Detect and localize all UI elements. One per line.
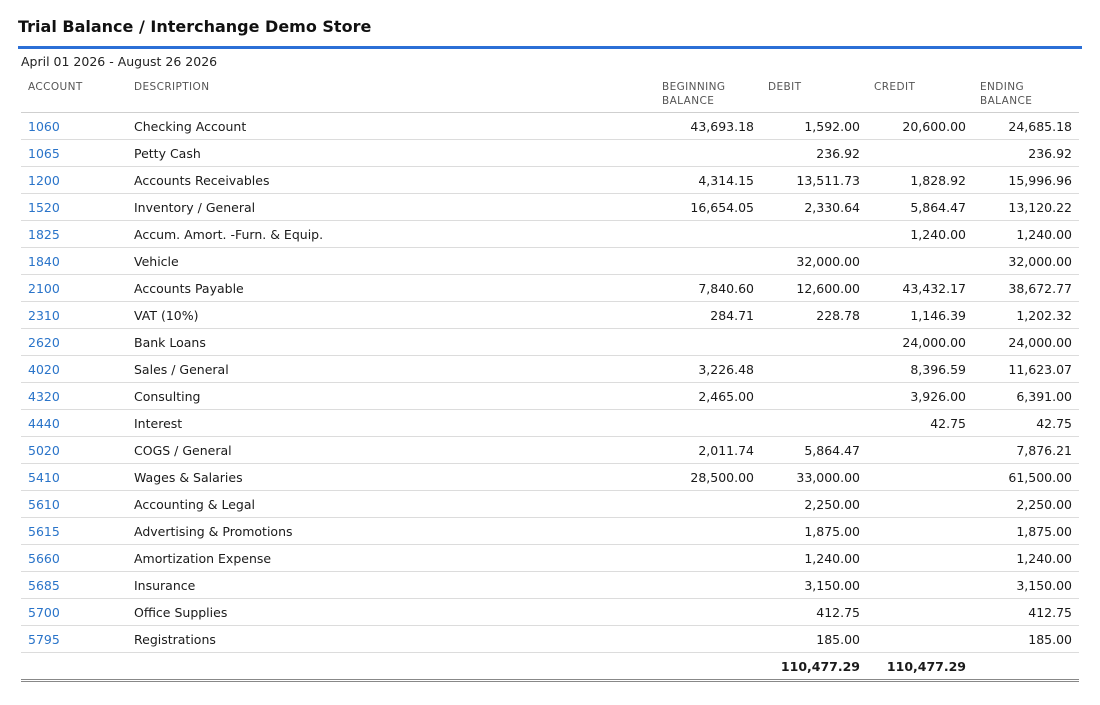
account-cell (21, 518, 127, 545)
account-cell (21, 626, 127, 653)
account-cell (21, 491, 127, 518)
beginning-balance-cell: 7,840.60 (655, 275, 761, 302)
ending-balance-cell: 61,500.00 (973, 464, 1079, 491)
credit-cell (867, 248, 973, 275)
credit-cell: 1,240.00 (867, 221, 973, 248)
credit-cell (867, 545, 973, 572)
beginning-balance-cell: 2,465.00 (655, 383, 761, 410)
account-number-link[interactable]: 1840 (28, 253, 60, 269)
ending-balance-cell: 6,391.00 (973, 383, 1079, 410)
ending-balance-cell: 24,000.00 (973, 329, 1079, 356)
total-credit: 110,477.29 (867, 653, 973, 681)
description-cell: Advertising & Promotions (127, 518, 655, 545)
beginning-balance-cell (655, 518, 761, 545)
totals-ending-cell (973, 653, 1079, 681)
totals-description-cell (127, 653, 655, 681)
description-cell: Office Supplies (127, 599, 655, 626)
table-row (21, 518, 1079, 545)
table-row (21, 221, 1079, 248)
account-number-link[interactable]: 4020 (28, 361, 60, 377)
account-number-link[interactable]: 2100 (28, 280, 60, 296)
table-row (21, 410, 1079, 437)
debit-cell: 228.78 (761, 302, 867, 329)
account-cell (21, 410, 127, 437)
description-cell: Registrations (127, 626, 655, 653)
table-row (21, 545, 1079, 572)
account-cell (21, 545, 127, 572)
ending-balance-cell: 11,623.07 (973, 356, 1079, 383)
account-number-link[interactable]: 1520 (28, 199, 60, 215)
account-cell (21, 167, 127, 194)
ending-balance-cell: 2,250.00 (973, 491, 1079, 518)
debit-cell: 13,511.73 (761, 167, 867, 194)
account-number-link[interactable]: 4320 (28, 388, 60, 404)
column-header-beginning-balance: BEGINNING BALANCE (655, 77, 761, 113)
credit-cell: 8,396.59 (867, 356, 973, 383)
column-header-description: DESCRIPTION (127, 77, 655, 113)
account-number-link[interactable]: 2620 (28, 334, 60, 350)
table-row (21, 464, 1079, 491)
table-row (21, 194, 1079, 221)
ending-balance-cell: 1,875.00 (973, 518, 1079, 545)
beginning-balance-cell: 4,314.15 (655, 167, 761, 194)
ending-balance-cell: 3,150.00 (973, 572, 1079, 599)
debit-cell: 12,600.00 (761, 275, 867, 302)
report-title: Trial Balance / Interchange Demo Store (18, 17, 372, 36)
account-number-link[interactable]: 1060 (28, 118, 60, 134)
credit-cell (867, 626, 973, 653)
ending-balance-cell: 185.00 (973, 626, 1079, 653)
debit-cell: 412.75 (761, 599, 867, 626)
table-row (21, 248, 1079, 275)
credit-cell: 1,828.92 (867, 167, 973, 194)
table-row (21, 329, 1079, 356)
account-cell (21, 356, 127, 383)
totals-beginning-cell (655, 653, 761, 681)
description-cell: Consulting (127, 383, 655, 410)
report-header (18, 16, 1082, 49)
description-cell: Amortization Expense (127, 545, 655, 572)
table-header-row (21, 77, 1079, 113)
description-cell: Insurance (127, 572, 655, 599)
account-number-link[interactable]: 5410 (28, 469, 60, 485)
account-number-link[interactable]: 2310 (28, 307, 60, 323)
description-cell: Checking Account (127, 113, 655, 140)
debit-cell (761, 383, 867, 410)
description-cell: VAT (10%) (127, 302, 655, 329)
debit-cell: 1,875.00 (761, 518, 867, 545)
account-number-link[interactable]: 5020 (28, 442, 60, 458)
debit-cell (761, 221, 867, 248)
ending-balance-cell: 38,672.77 (973, 275, 1079, 302)
description-cell: Wages & Salaries (127, 464, 655, 491)
beginning-balance-cell: 16,654.05 (655, 194, 761, 221)
account-number-link[interactable]: 5700 (28, 604, 60, 620)
account-cell (21, 599, 127, 626)
account-cell (21, 275, 127, 302)
ending-balance-cell: 15,996.96 (973, 167, 1079, 194)
table-body (21, 113, 1079, 653)
credit-cell (867, 140, 973, 167)
description-cell: Sales / General (127, 356, 655, 383)
beginning-balance-cell: 284.71 (655, 302, 761, 329)
account-cell (21, 464, 127, 491)
beginning-balance-cell: 43,693.18 (655, 113, 761, 140)
debit-cell: 236.92 (761, 140, 867, 167)
credit-cell: 5,864.47 (867, 194, 973, 221)
debit-cell (761, 329, 867, 356)
trial-balance-table (21, 77, 1079, 682)
account-number-link[interactable]: 5685 (28, 577, 60, 593)
table-row (21, 356, 1079, 383)
table-row (21, 491, 1079, 518)
table-row (21, 383, 1079, 410)
account-cell (21, 194, 127, 221)
credit-cell: 1,146.39 (867, 302, 973, 329)
debit-cell: 185.00 (761, 626, 867, 653)
debit-cell: 5,864.47 (761, 437, 867, 464)
account-cell (21, 140, 127, 167)
account-number-link[interactable]: 4440 (28, 415, 60, 431)
table-row (21, 140, 1079, 167)
beginning-balance-cell: 28,500.00 (655, 464, 761, 491)
ending-balance-cell: 1,202.32 (973, 302, 1079, 329)
description-cell: Vehicle (127, 248, 655, 275)
table-row (21, 626, 1079, 653)
description-cell: Accum. Amort. -Furn. & Equip. (127, 221, 655, 248)
credit-cell: 20,600.00 (867, 113, 973, 140)
account-number-link[interactable]: 5610 (28, 496, 60, 512)
credit-cell (867, 599, 973, 626)
beginning-balance-cell (655, 248, 761, 275)
account-number-link[interactable]: 1065 (28, 145, 60, 161)
debit-cell: 2,250.00 (761, 491, 867, 518)
debit-cell: 33,000.00 (761, 464, 867, 491)
ending-balance-cell: 13,120.22 (973, 194, 1079, 221)
ending-balance-cell: 1,240.00 (973, 545, 1079, 572)
beginning-balance-cell (655, 221, 761, 248)
ending-balance-cell: 7,876.21 (973, 437, 1079, 464)
credit-cell (867, 518, 973, 545)
account-number-link[interactable]: 1200 (28, 172, 60, 188)
credit-cell (867, 437, 973, 464)
table-row (21, 113, 1079, 140)
beginning-balance-cell (655, 626, 761, 653)
debit-cell (761, 410, 867, 437)
totals-account-cell (21, 653, 127, 681)
description-cell: Inventory / General (127, 194, 655, 221)
totals-row (21, 653, 1079, 681)
debit-cell: 3,150.00 (761, 572, 867, 599)
beginning-balance-cell (655, 329, 761, 356)
credit-cell: 24,000.00 (867, 329, 973, 356)
account-number-link[interactable]: 1825 (28, 226, 60, 242)
credit-cell: 43,432.17 (867, 275, 973, 302)
beginning-balance-cell (655, 599, 761, 626)
account-cell (21, 248, 127, 275)
description-cell: Interest (127, 410, 655, 437)
credit-cell (867, 572, 973, 599)
table-row (21, 572, 1079, 599)
account-cell (21, 302, 127, 329)
debit-cell: 1,240.00 (761, 545, 867, 572)
beginning-balance-cell (655, 140, 761, 167)
debit-cell: 2,330.64 (761, 194, 867, 221)
ending-balance-cell: 24,685.18 (973, 113, 1079, 140)
ending-balance-cell: 412.75 (973, 599, 1079, 626)
account-cell (21, 572, 127, 599)
description-cell: Accounts Payable (127, 275, 655, 302)
account-cell (21, 437, 127, 464)
account-cell (21, 383, 127, 410)
table-row (21, 599, 1079, 626)
table-row (21, 275, 1079, 302)
table-row (21, 167, 1079, 194)
beginning-balance-cell: 3,226.48 (655, 356, 761, 383)
description-cell: COGS / General (127, 437, 655, 464)
column-header-debit: DEBIT (761, 77, 867, 113)
column-header-account: ACCOUNT (21, 77, 127, 113)
credit-cell (867, 491, 973, 518)
beginning-balance-cell (655, 545, 761, 572)
credit-cell: 42.75 (867, 410, 973, 437)
account-cell (21, 113, 127, 140)
description-cell: Bank Loans (127, 329, 655, 356)
description-cell: Petty Cash (127, 140, 655, 167)
account-number-link[interactable]: 5795 (28, 631, 60, 647)
beginning-balance-cell (655, 410, 761, 437)
table-row (21, 437, 1079, 464)
account-number-link[interactable]: 5615 (28, 523, 60, 539)
table-row (21, 302, 1079, 329)
debit-cell: 32,000.00 (761, 248, 867, 275)
account-cell (21, 221, 127, 248)
account-cell (21, 329, 127, 356)
beginning-balance-cell (655, 491, 761, 518)
credit-cell (867, 464, 973, 491)
debit-cell (761, 356, 867, 383)
description-cell: Accounting & Legal (127, 491, 655, 518)
total-debit: 110,477.29 (761, 653, 867, 681)
ending-balance-cell: 32,000.00 (973, 248, 1079, 275)
ending-balance-cell: 1,240.00 (973, 221, 1079, 248)
beginning-balance-cell (655, 572, 761, 599)
description-cell: Accounts Receivables (127, 167, 655, 194)
column-header-ending-balance: ENDING BALANCE (973, 77, 1079, 113)
beginning-balance-cell: 2,011.74 (655, 437, 761, 464)
ending-balance-cell: 236.92 (973, 140, 1079, 167)
account-number-link[interactable]: 5660 (28, 550, 60, 566)
debit-cell: 1,592.00 (761, 113, 867, 140)
credit-cell: 3,926.00 (867, 383, 973, 410)
report-period: April 01 2026 - August 26 2026 (21, 54, 218, 69)
column-header-credit: CREDIT (867, 77, 973, 113)
ending-balance-cell: 42.75 (973, 410, 1079, 437)
